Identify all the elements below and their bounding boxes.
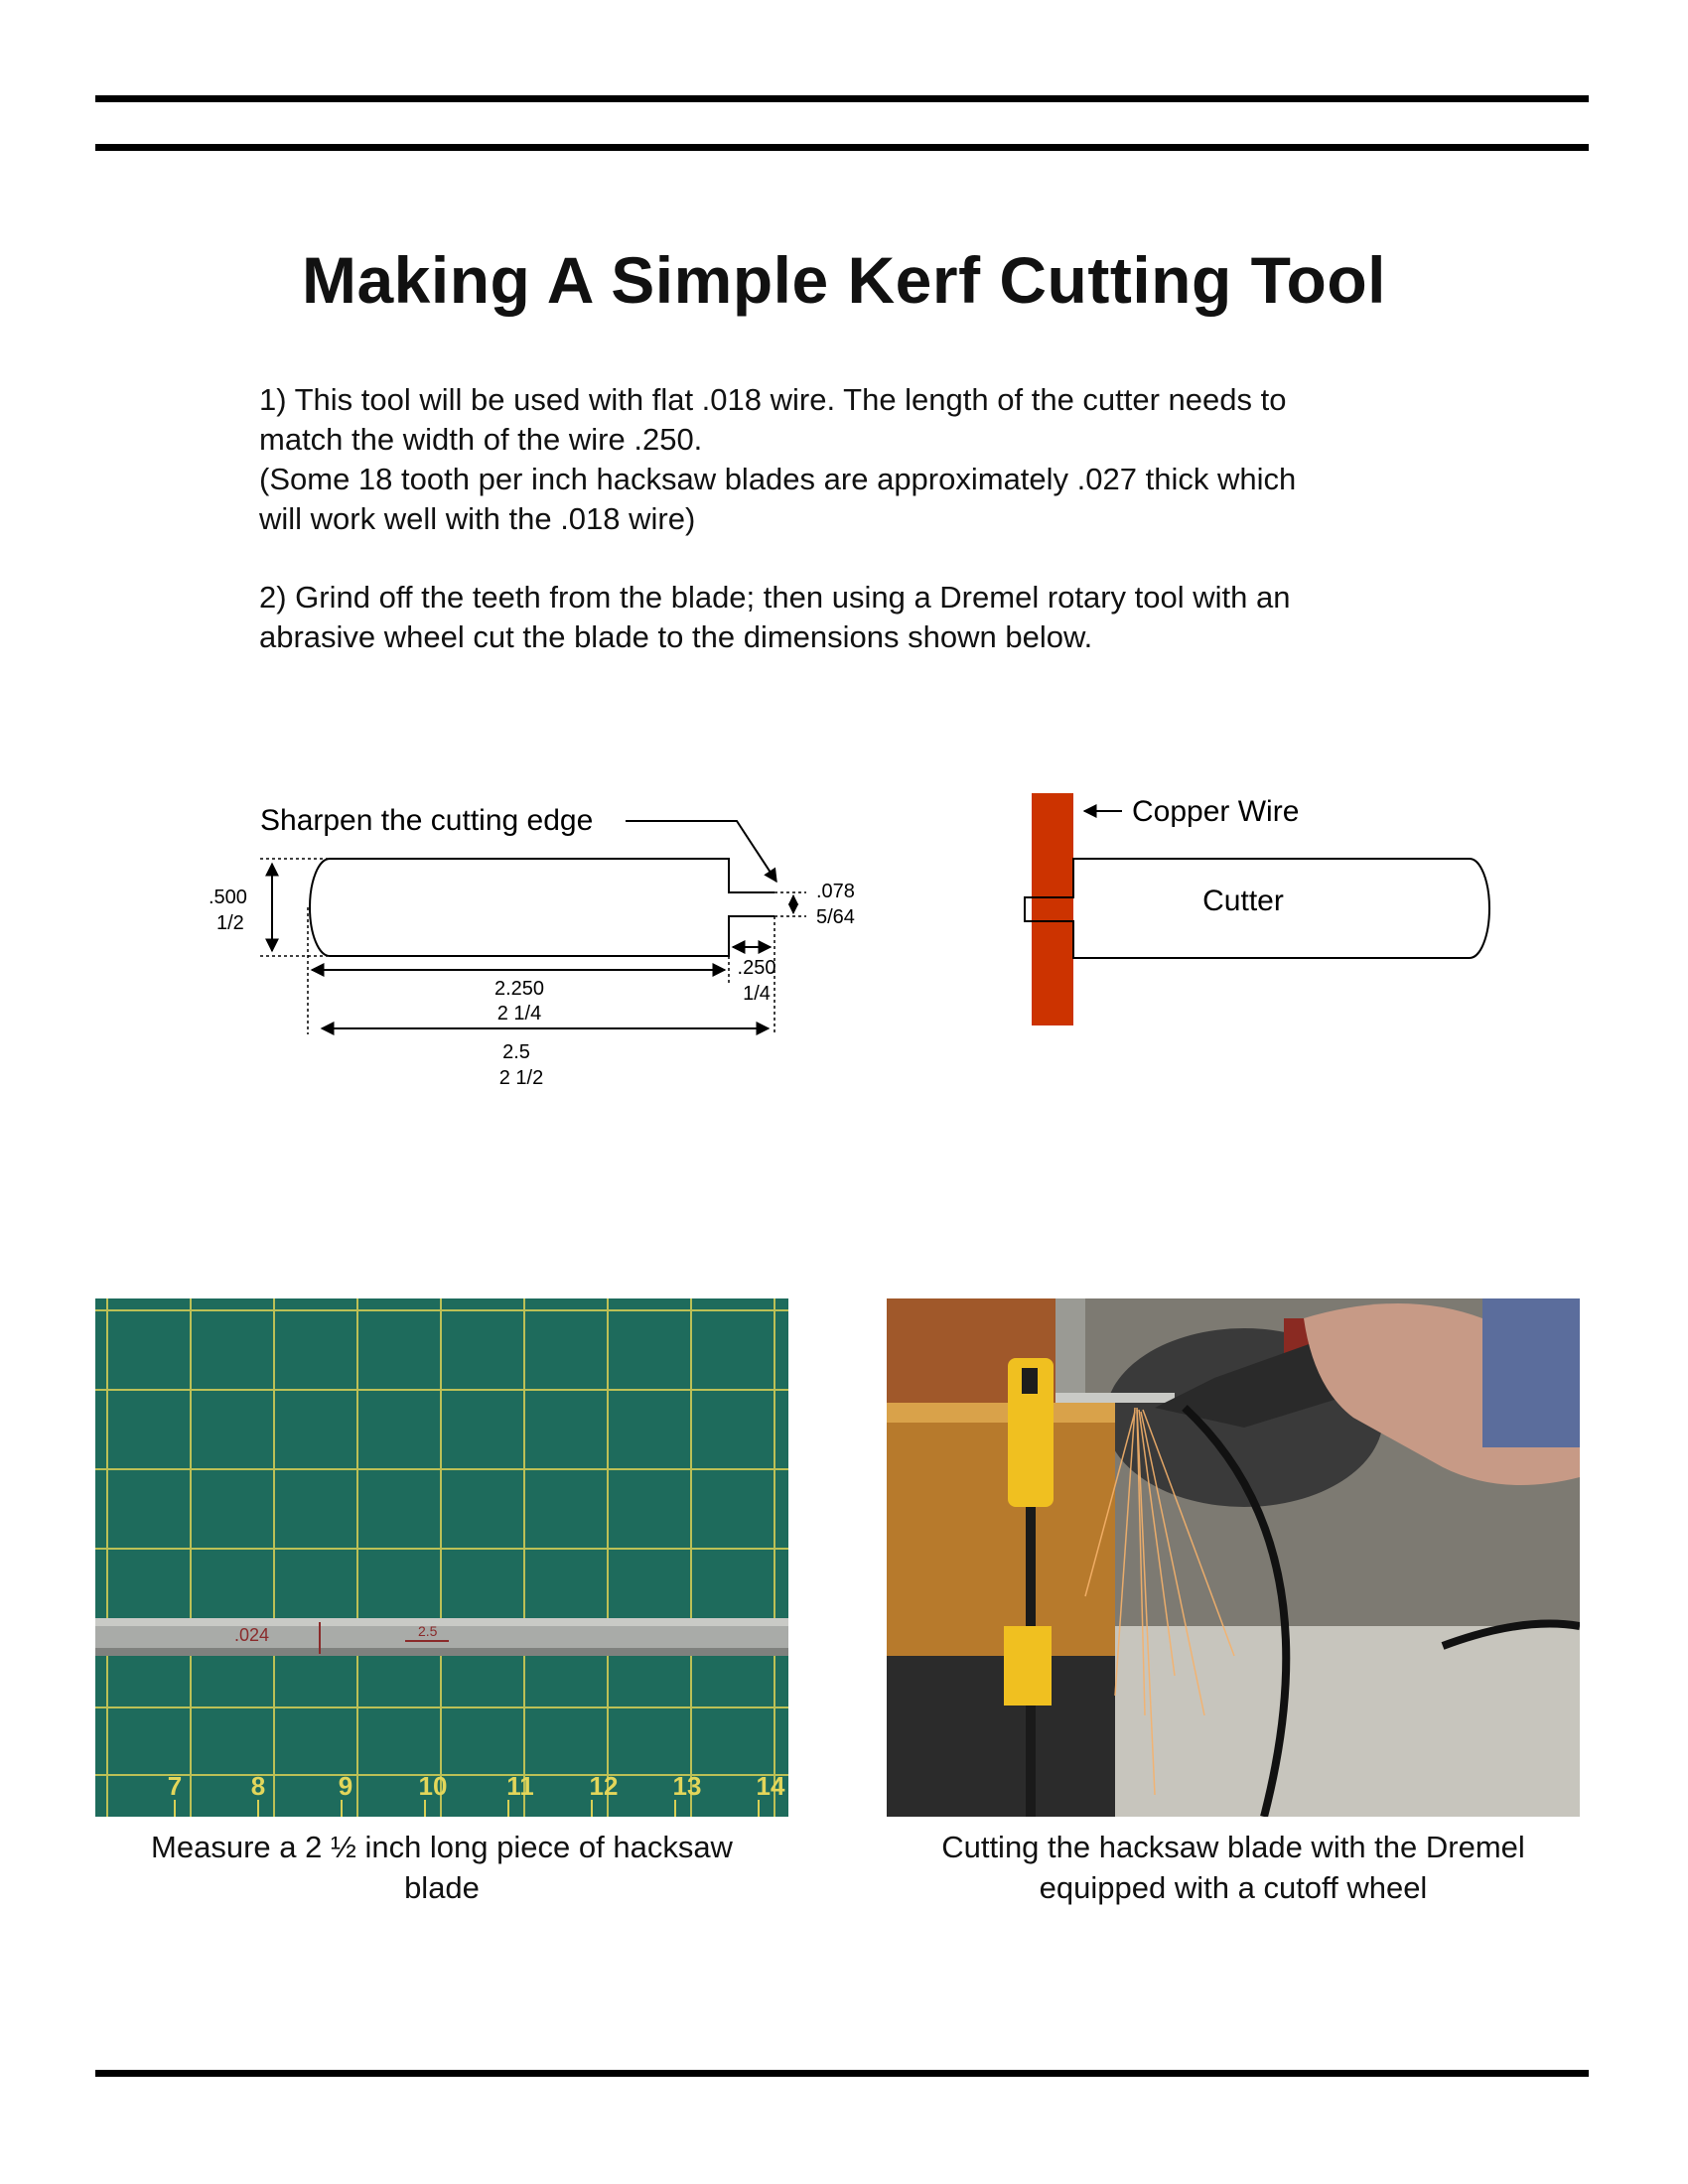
sharpen-leader-line: [626, 821, 776, 882]
top-rule-second: [95, 144, 1589, 151]
ruler-number: 12: [589, 1771, 619, 1801]
copper-wire-label: Copper Wire: [1132, 795, 1300, 828]
caption-line: equipped with a cutoff wheel: [1039, 1870, 1428, 1905]
total-length-decimal: 2.5: [502, 1041, 530, 1063]
notch-depth-fraction: 5/64: [816, 906, 855, 928]
wire-cutter-diagram: [993, 774, 1509, 1032]
bottom-rule: [95, 2070, 1589, 2077]
step-1-paragraph: [259, 380, 1451, 539]
top-rule: [95, 95, 1589, 102]
step-1-line: match the width of the wire .250.: [259, 422, 703, 457]
step-1-line: 1) This tool will be used with flat .018 wire. The length of the cutter needs to: [259, 382, 1287, 417]
photo-caption-measure: [95, 1827, 788, 1908]
dremel-cutting-photo: [887, 1298, 1580, 1817]
caption-line: blade: [404, 1870, 480, 1905]
step-2-line: abrasive wheel cut the blade to the dimensions shown below.: [259, 619, 1093, 654]
blade-mark-thickness: .024: [234, 1625, 270, 1645]
ruler-number: 13: [672, 1771, 702, 1801]
step-1-line: will work well with the .018 wire): [259, 501, 696, 536]
caption-line: Measure a 2 ½ inch long piece of hacksaw: [151, 1830, 733, 1864]
ruler-number: 10: [418, 1771, 448, 1801]
total-length-fraction: 2 1/2: [498, 1067, 544, 1089]
step-2-line: 2) Grind off the teeth from the blade; then using a Dremel rotary tool with an: [259, 580, 1291, 614]
caption-line: Cutting the hacksaw blade with the Dremel: [941, 1830, 1525, 1864]
page-title: Making A Simple Kerf Cutting Tool: [301, 243, 1387, 318]
body-length-decimal: 2.250: [493, 978, 545, 1000]
step-2-paragraph: [259, 578, 1451, 657]
ruler-number: 8: [250, 1771, 266, 1801]
tip-length-decimal: .250: [737, 957, 776, 979]
tip-length-fraction: 1/4: [743, 983, 771, 1005]
blade-mark-length: 2.5: [418, 1623, 438, 1639]
ruler-number: 9: [338, 1771, 353, 1801]
sharpen-label: Sharpen the cutting edge: [260, 804, 594, 837]
photo-caption-cutting: [887, 1827, 1580, 1908]
copper-wire: [1032, 793, 1073, 1025]
height-fraction: 1/2: [216, 912, 244, 934]
step-1-line: (Some 18 tooth per inch hacksaw blades are approximately .027 thick which: [259, 462, 1297, 496]
cutter-outline: [310, 859, 774, 956]
ruler-number: 7: [167, 1771, 183, 1801]
notch-depth-decimal: .078: [816, 881, 855, 902]
body-length-fraction: 2 1/4: [496, 1003, 542, 1024]
cutter-dimension-diagram: [189, 774, 884, 1102]
hacksaw-blade-photo: [95, 1298, 788, 1817]
ruler-number: 14: [756, 1771, 785, 1801]
cutter-label: Cutter: [1202, 885, 1284, 917]
height-decimal: .500: [209, 887, 247, 908]
ruler-number: 11: [506, 1771, 534, 1801]
